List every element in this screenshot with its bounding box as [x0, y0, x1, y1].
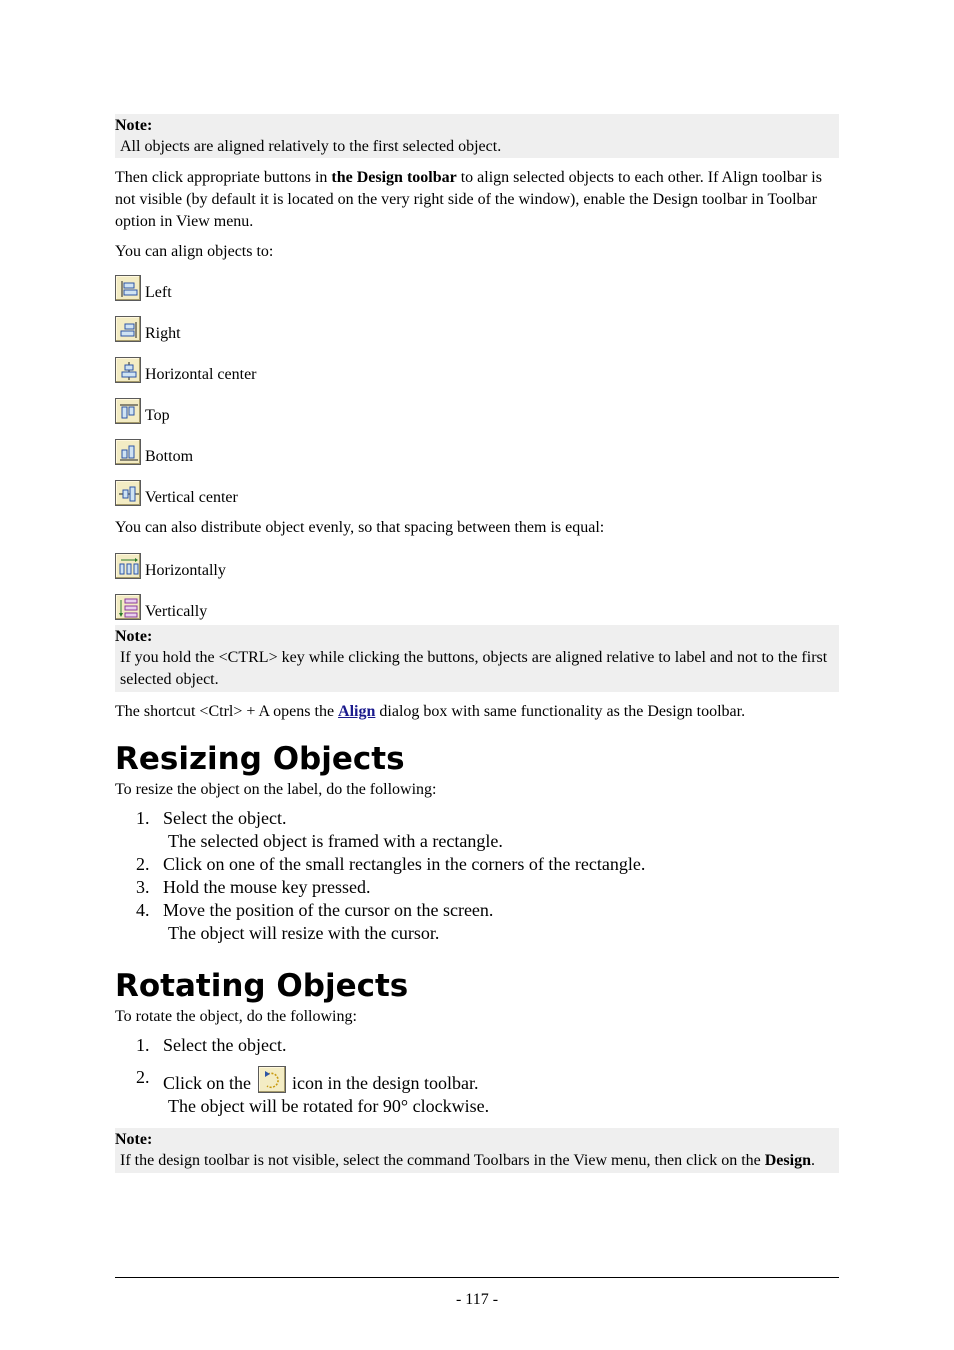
note-body: All objects are aligned relatively to the first selected object. [120, 138, 502, 155]
distribute-vertically-icon [115, 594, 141, 620]
step-number: 3. [136, 877, 150, 897]
align-bottom-icon [115, 439, 141, 465]
intro-paragraph [115, 167, 839, 233]
list-item [115, 1066, 839, 1118]
step-number: 4. [136, 900, 150, 920]
resizing-intro: To resize the object on the label, do the following: [115, 781, 437, 798]
list-item [115, 1034, 839, 1057]
step-text: Select the object. [163, 808, 287, 828]
note-title: Note: [115, 628, 153, 645]
align-vertical-center-icon [115, 480, 141, 506]
align-item-top [115, 385, 839, 426]
align-dialog-link[interactable]: Align [338, 703, 376, 720]
align-label: Right [145, 325, 181, 342]
align-item-bottom [115, 426, 839, 467]
step-text: Select the object. [163, 1035, 287, 1055]
align-label: Left [145, 284, 172, 301]
rotate-icon [258, 1066, 286, 1093]
note-body: If you hold the <CTRL> key while clicking the buttons, objects are aligned relative to label and not to the first selected object. [120, 649, 828, 688]
distribute-label: Horizontally [145, 562, 226, 579]
distribute-label: Vertically [145, 603, 208, 620]
step-number: 1. [136, 808, 150, 828]
step-subtext: The selected object is framed with a rectangle. [168, 831, 503, 851]
step-number: 1. [136, 1035, 150, 1055]
note-end: . [810, 1152, 815, 1169]
step-number: 2. [136, 854, 150, 874]
list-item [115, 876, 839, 899]
shortcut-text-1: The shortcut <Ctrl> + A opens the [115, 703, 339, 720]
design-toolbar-emphasis: the Design toolbar [331, 169, 457, 186]
align-horizontal-center-icon [115, 357, 141, 383]
align-label: Bottom [145, 448, 194, 465]
step-text: Click on one of the small rectangles in the corners of the rectangle. [163, 854, 646, 874]
rotating-intro: To rotate the object, do the following: [115, 1008, 357, 1025]
list-item [115, 807, 839, 853]
align-item-vertical-center [115, 467, 839, 508]
align-label: Horizontal center [145, 366, 257, 383]
distribute-intro: You can also distribute object evenly, so that spacing between them is equal: [115, 519, 605, 536]
note-title: Note: [115, 1131, 153, 1148]
page-number: - 117 - [455, 1291, 499, 1308]
align-top-icon [115, 398, 141, 424]
step-text: icon in the design toolbar. [292, 1073, 479, 1093]
align-label: Top [145, 407, 170, 424]
distribute-item-vertically [115, 581, 839, 622]
step-number: 2. [136, 1067, 150, 1087]
note-box [115, 114, 839, 158]
resizing-steps [115, 807, 839, 945]
note-text: If the design toolbar is not visible, select the command Toolbars in the View menu, then click on the [120, 1152, 765, 1169]
rotating-steps [115, 1034, 839, 1118]
note-box [115, 625, 839, 692]
resizing-heading: Resizing Objects [115, 741, 405, 777]
step-text: Move the position of the cursor on the screen. [163, 900, 494, 920]
note-box [115, 1128, 839, 1173]
step-text: Click on the [163, 1073, 251, 1093]
shortcut-text-2: dialog box with same functionality as the Design toolbar. [375, 703, 746, 720]
list-item [115, 853, 839, 876]
align-item-horizontal-center [115, 344, 839, 385]
list-item [115, 899, 839, 945]
align-to-text: You can align objects to: [115, 243, 274, 260]
step-text: Hold the mouse key pressed. [163, 877, 371, 897]
align-item-left [115, 263, 839, 303]
note-title: Note: [115, 117, 153, 134]
step-subtext: The object will resize with the cursor. [168, 923, 440, 943]
design-emphasis: Design [764, 1152, 811, 1169]
distribute-item-horizontally [115, 539, 839, 581]
distribute-horizontally-icon [115, 553, 141, 579]
align-right-icon [115, 316, 141, 342]
intro-text-1: Then click appropriate buttons in [115, 169, 332, 186]
rotating-heading: Rotating Objects [115, 968, 409, 1004]
shortcut-paragraph [115, 701, 839, 723]
note-body [115, 1150, 837, 1172]
align-label: Vertical center [145, 489, 238, 506]
align-left-icon [115, 275, 141, 301]
footer-divider [115, 1277, 839, 1278]
align-item-right [115, 303, 839, 344]
page-content [115, 114, 839, 1173]
intro-text-2: to align selected objects to each other. If Align toolbar is not visible (by default it is located on the very right side of the window), enable the Design toolbar in Toolbar option in View menu. [115, 169, 822, 230]
step-subtext: The object will be rotated for 90° clockwise. [168, 1096, 490, 1116]
